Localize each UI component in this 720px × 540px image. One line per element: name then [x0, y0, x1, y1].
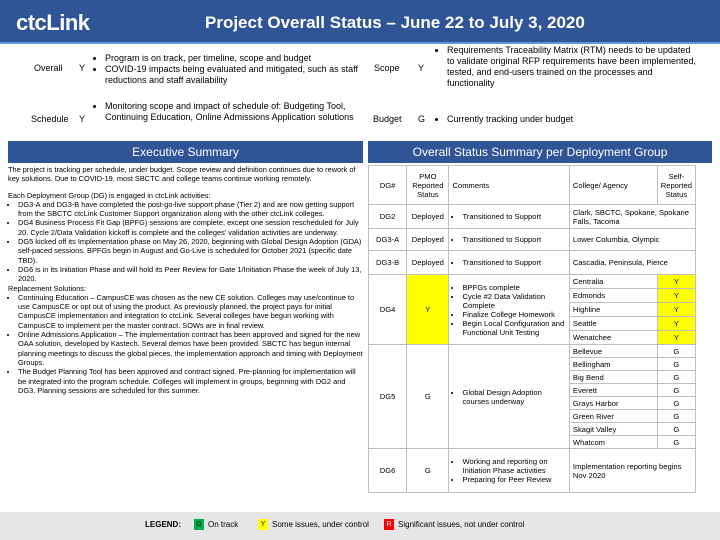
title-bar-underline	[0, 42, 720, 44]
replacement-item: • Online Admissions Application – The implementation contract has been approved and signed for the new OAA solution, developed by Kastech. Several demos have been provided. SBCTC has begun internal planning meetings to discuss the global pieces, the implementation approach and timing with Deployment Groups.	[18, 330, 363, 367]
legend-label: On track	[208, 520, 239, 529]
comment-item: • Cycle #2 Data Validation Complete	[462, 292, 565, 310]
college-cell: Bellingham	[569, 358, 657, 371]
comment-item: • Transitioned to Support	[462, 212, 565, 221]
comment-cell	[449, 345, 569, 449]
scope-status: Y	[418, 63, 425, 73]
college-cell: Grays Harbor	[569, 397, 657, 410]
college-cell: Highline	[569, 303, 657, 317]
legend	[0, 512, 720, 540]
legend-title: LEGEND:	[145, 520, 181, 529]
col-self-status: Self-Reported Status	[657, 166, 695, 205]
budget-status: G	[418, 114, 426, 124]
pmo-cell: Deployed	[407, 251, 449, 275]
self-status-cell: Y	[657, 317, 695, 331]
self-status-cell: G	[657, 423, 695, 436]
college-cell: Clark, SBCTC, Spokane, Spokane Falls, Tacoma	[569, 205, 695, 229]
comment-item: • Begin Local Configuration and Functional Unit Testing	[462, 319, 565, 337]
comment-item: • Global Design Adoption courses underway	[462, 388, 565, 406]
table-row	[369, 229, 696, 251]
ctclink-logo: ctcLink	[16, 10, 90, 35]
college-cell: Skagit Valley	[569, 423, 657, 436]
dg-activity: • DG5 kicked off its Implementation phase on May 26, 2020, beginning with Global Design Adoption (GDA) self-paced sessions. BPFGs begin in August and Go-Live is scheduled for October 2021 (specific date TBD).	[18, 237, 363, 265]
legend-swatch-yellow: Y	[258, 519, 268, 530]
schedule-note: • Monitoring scope and impact of schedule of: Budgeting Tool, Continuing Education, Online Admissions Application solutions	[105, 101, 365, 123]
dg-activity: • DG4 Business Process Fit Gap (BPFG) sessions are complete, except one session rescheduled for July 20. Cycle 2/Data Validation kickoff is complete and the colleges' validation activities are underway.	[18, 218, 363, 237]
comment-item: • BPFGs complete	[462, 283, 565, 292]
budget-notes	[435, 114, 697, 125]
legend-label: Some issues, under control	[272, 520, 369, 529]
college-cell: Bellevue	[569, 345, 657, 358]
college-cell: Wenatchee	[569, 331, 657, 345]
self-status-cell: G	[657, 384, 695, 397]
comment-cell	[449, 205, 569, 229]
pmo-cell: Deployed	[407, 229, 449, 251]
overall-note: • Program is on track, per timeline, scope and budget	[105, 53, 363, 64]
comment-item: • Working and reporting on Initiation Phase activities	[462, 457, 565, 475]
dg-cell: DG3-A	[369, 229, 407, 251]
table-row	[369, 275, 696, 289]
comment-cell	[449, 449, 569, 493]
college-cell: Cascadia, Peninsula, Pierce	[569, 251, 695, 275]
schedule-status: Y	[79, 114, 86, 124]
overall-note: • COVID-19 impacts being evaluated and mitigated, such as staff reductions and staff availability	[105, 64, 363, 86]
col-college: College/ Agency	[569, 166, 657, 205]
scope-label: Scope	[374, 63, 400, 73]
col-pmo: PMO Reported Status	[407, 166, 449, 205]
deployment-table	[368, 165, 696, 493]
legend-swatch-red: R	[384, 519, 394, 530]
comment-cell	[449, 275, 569, 345]
schedule-label: Schedule	[31, 114, 69, 124]
legend-label: Significant issues, not under control	[398, 520, 525, 529]
dg-intro: Each Deployment Group (DG) is engaged in ctcLink activities:	[8, 190, 211, 200]
overall-notes	[93, 53, 363, 86]
overall-label: Overall	[34, 63, 63, 73]
college-cell: Whatcom	[569, 436, 657, 449]
table-row	[369, 251, 696, 275]
college-cell: Edmonds	[569, 289, 657, 303]
self-status-cell: G	[657, 358, 695, 371]
replacement-heading: Replacement Solutions:	[8, 283, 87, 293]
legend-swatch-green: G	[194, 519, 204, 530]
dg-cell: DG3-B	[369, 251, 407, 275]
pmo-cell: Deployed	[407, 205, 449, 229]
self-status-cell: G	[657, 410, 695, 423]
self-status-cell: G	[657, 436, 695, 449]
page-title: Project Overall Status – June 22 to July 3, 2020	[205, 13, 585, 32]
dg-cell: DG6	[369, 449, 407, 493]
overall-status: Y	[79, 63, 86, 73]
comment-item: • Finalize College Homework	[462, 310, 565, 319]
self-status-cell: Y	[657, 275, 695, 289]
college-cell: Big Bend	[569, 371, 657, 384]
pmo-cell: Y	[407, 275, 449, 345]
pmo-cell: G	[407, 345, 449, 449]
college-cell: Lower Columbia, Olympic	[569, 229, 695, 251]
replacement-item: • Continuing Education – CampusCE was chosen as the new CE solution. Colleges may use/continue to use CampusCE or opt out of using the product. As previously planned, the project pays for initial CampusCE implementation and integration to ctcLink. Several colleges have begun working with CampusCE to implement per the master contract. SOWs are in final review.	[18, 293, 363, 330]
dg-activity: • DG6 is in its Initiation Phase and will hold its Peer Review for Gate 1/Initiation Phase the week of July 13, 2020.	[18, 265, 363, 284]
comment-item: • Transitioned to Support	[462, 235, 565, 244]
dg-cell: DG5	[369, 345, 407, 449]
col-comments: Comments	[449, 166, 569, 205]
executive-summary-heading: Executive Summary	[8, 141, 363, 163]
self-status-cell: G	[657, 371, 695, 384]
table-row	[369, 345, 696, 358]
self-status-cell: Y	[657, 331, 695, 345]
summary-intro: The project is tracking per schedule, under budget. Scope review and definition continues due to rework of key solutions. Due to COVID-19, most SBCTC and college teams continue working remotely.	[8, 165, 356, 184]
comment-item: • Preparing for Peer Review	[462, 475, 565, 484]
scope-notes	[435, 45, 697, 89]
college-cell: Centralia	[569, 275, 657, 289]
college-cell: Green River	[569, 410, 657, 423]
self-status-cell: Y	[657, 303, 695, 317]
replacement-item: • The Budget Planning Tool has been approved and contract signed. Pre-planning for implementation will be integrated into the program schedule. Colleges will implement in groups, beginning with DG2 and DG3. Planning sessions are scheduled for this summer.	[18, 367, 363, 395]
executive-summary-body	[8, 165, 363, 503]
schedule-notes	[93, 101, 365, 123]
college-cell: Implementation reporting begins Nov 2020	[569, 449, 695, 493]
budget-label: Budget	[373, 114, 402, 124]
table-header-row	[369, 166, 696, 205]
table-row	[369, 205, 696, 229]
dg-activity: • DG3-A and DG3-B have completed the post-go-live support phase (Tier 2) and are now getting support from the SBCTC ctcLink Customer Support organization along with the other ctcLink colleges.	[18, 200, 363, 219]
table-row	[369, 449, 696, 493]
college-cell: Everett	[569, 384, 657, 397]
col-dg: DG#	[369, 166, 407, 205]
comment-item: • Transitioned to Support	[462, 258, 565, 267]
dg-cell: DG4	[369, 275, 407, 345]
budget-note: • Currently tracking under budget	[447, 114, 697, 125]
self-status-cell: G	[657, 345, 695, 358]
dg-cell: DG2	[369, 205, 407, 229]
comment-cell	[449, 229, 569, 251]
self-status-cell: G	[657, 397, 695, 410]
scope-note: • Requirements Traceability Matrix (RTM) needs to be updated to validate original RFP requirements have been implemented, tested, and end-users trained on the processes and functionality	[447, 45, 697, 89]
college-cell: Seattle	[569, 317, 657, 331]
pmo-cell: G	[407, 449, 449, 493]
comment-cell	[449, 251, 569, 275]
deployment-summary-heading: Overall Status Summary per Deployment Group	[368, 141, 712, 163]
self-status-cell: Y	[657, 289, 695, 303]
